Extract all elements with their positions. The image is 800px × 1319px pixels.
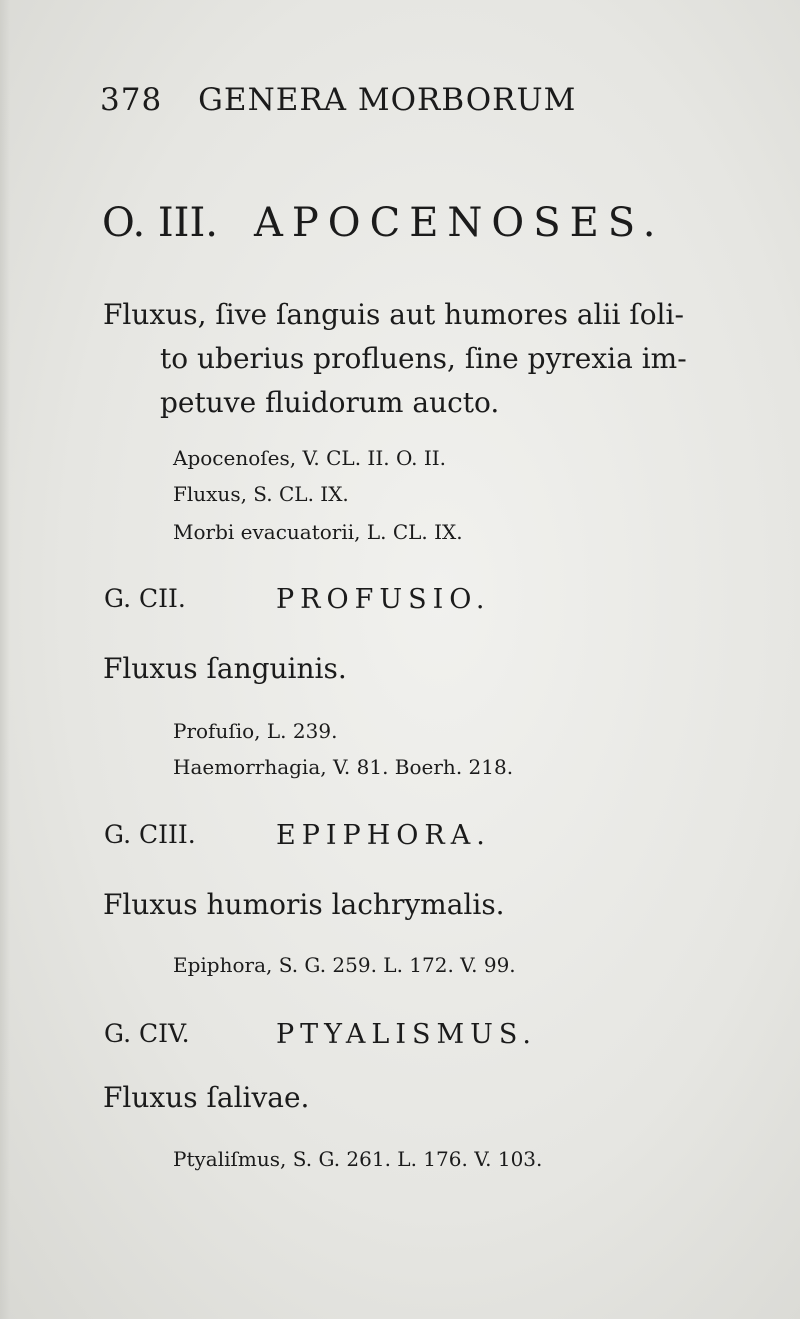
synonym-line: Fluxus, S. CL. IX. bbox=[173, 482, 349, 506]
genus-name: PROFUSIO. bbox=[276, 584, 491, 615]
synonym-line: Haemorrhagia, V. 81. Boerh. 218. bbox=[173, 755, 514, 779]
order-definition-line: petuve fluidorum aucto. bbox=[160, 386, 500, 419]
order-heading bbox=[102, 200, 664, 246]
synonym-line: Profuſio, L. 239. bbox=[173, 719, 338, 743]
genus-number: G. CIII. bbox=[104, 820, 196, 849]
order-definition-line: Fluxus, ſive ſanguis aut humores alii ſoli- bbox=[103, 298, 684, 331]
order-title: APOCENOSES. bbox=[254, 200, 665, 246]
genus-heading bbox=[104, 820, 491, 851]
order-definition-line: to uberius profluens, ſine pyrexia im- bbox=[160, 342, 687, 375]
synonym-line: Morbi evacuatorii, L. CL. IX. bbox=[173, 520, 463, 544]
genus-name: PTYALISMUS. bbox=[276, 1019, 538, 1050]
genus-definition: Fluxus humoris lachrymalis. bbox=[103, 888, 505, 921]
genus-name: EPIPHORA. bbox=[276, 820, 491, 851]
genus-definition: Fluxus ſalivae. bbox=[103, 1081, 310, 1114]
synonym-line: Ptyaliſmus, S. G. 261. L. 176. V. 103. bbox=[173, 1147, 543, 1171]
genus-heading bbox=[104, 584, 491, 615]
synonym-line: Epiphora, S. G. 259. L. 172. V. 99. bbox=[173, 953, 516, 977]
running-title: GENERA MORBORUM bbox=[198, 82, 577, 118]
page-edge-shadow bbox=[0, 0, 10, 1319]
genus-number: G. CII. bbox=[104, 584, 186, 613]
page-number: 378 bbox=[100, 82, 163, 118]
genus-definition: Fluxus ſanguinis. bbox=[103, 652, 347, 685]
running-header bbox=[100, 82, 576, 118]
genus-heading bbox=[104, 1019, 538, 1050]
genus-number: G. CIV. bbox=[104, 1019, 190, 1048]
synonym-line: Apocenoſes, V. CL. II. O. II. bbox=[173, 446, 447, 470]
order-label: O. III. bbox=[102, 200, 218, 246]
